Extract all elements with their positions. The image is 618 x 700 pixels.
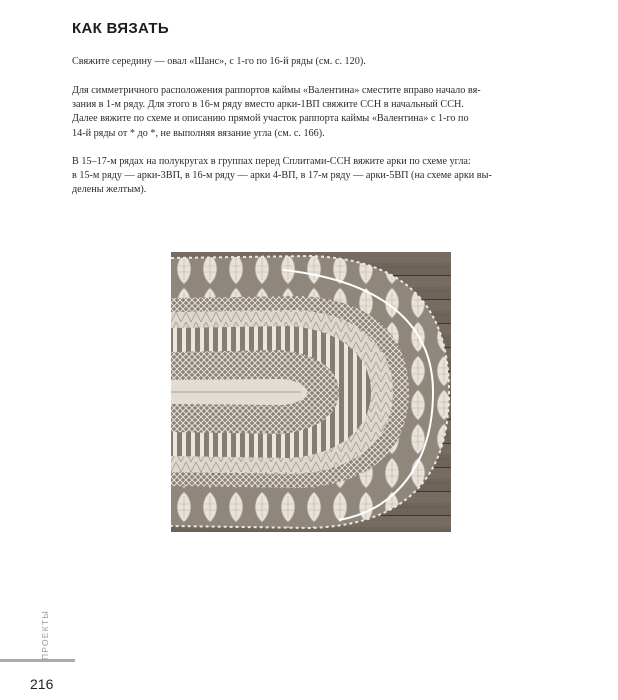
section-label: ПРОЕКТЫ bbox=[40, 610, 50, 660]
page-heading: КАК ВЯЗАТЬ bbox=[72, 20, 169, 37]
paragraph-1 bbox=[72, 55, 552, 69]
page-number: 216 bbox=[30, 676, 54, 692]
paragraph-line: Для симметричного расположения раппортов каймы «Валентина» сместите вправо начало вя- bbox=[72, 85, 481, 96]
crochet-doily-photo bbox=[171, 252, 451, 532]
paragraph-2 bbox=[72, 84, 552, 141]
paragraph-line: зания в 1-м ряду. Для этого в 16-м ряду вместо арки-1ВП свяжите ССН в начальный ССН. bbox=[72, 99, 464, 111]
paragraph-line: Свяжите середину — овал «Шанс», с 1-го по 16-й ряды (см. с. 120). bbox=[72, 56, 366, 67]
paragraph-line: В 15–17-м рядах на полукругах в группах перед Сплитами-ССН вяжите арки по схеме угла: bbox=[72, 156, 471, 167]
section-accent-bar bbox=[0, 659, 75, 662]
paragraph-3 bbox=[72, 155, 552, 198]
paragraph-line: Далее вяжите по схеме и описанию прямой участок раппорта каймы «Валентина» с 1-го по bbox=[72, 113, 469, 125]
paragraph-line: делены желтым). bbox=[72, 184, 147, 196]
paragraph-line: 14-й ряды от * до *, не выполняя вязание угла (см. с. 166). bbox=[72, 127, 325, 139]
paragraph-line: в 15-м ряду — арки-3ВП, в 16-м ряду — арки 4-ВП, в 17-м ряду — арки-5ВП (на схеме арки вы- bbox=[72, 170, 492, 182]
